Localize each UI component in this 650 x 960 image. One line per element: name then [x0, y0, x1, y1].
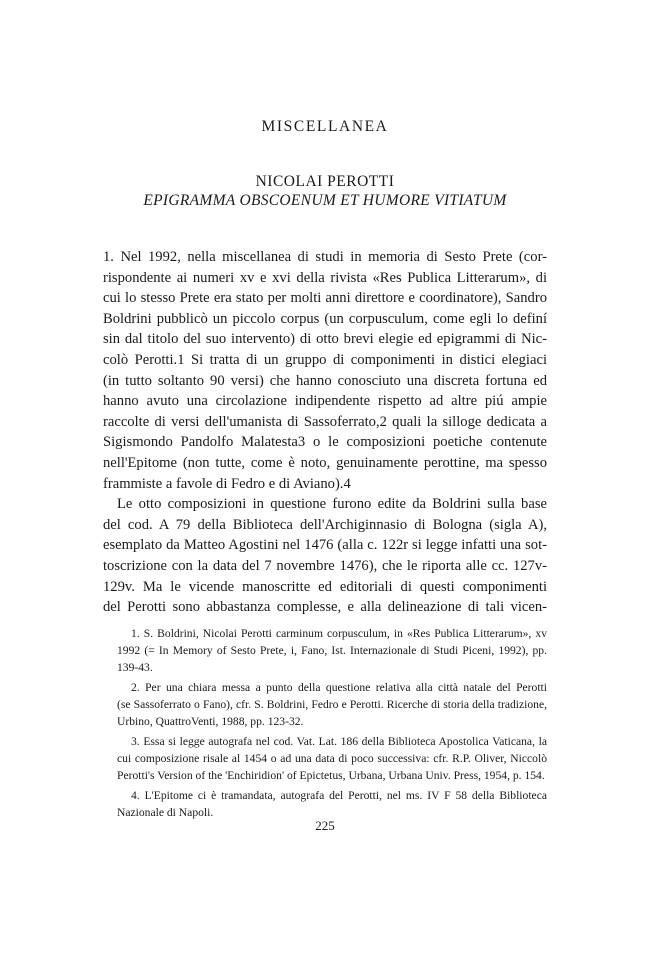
footnote-line: 3. Essa si legge autografa nel cod. Vat. Lat. 186 della Biblioteca Apostolica Vaticana, la — [131, 735, 547, 748]
footnote-line: 139-43. — [117, 661, 153, 674]
paragraph-2 — [103, 494, 547, 618]
footnote-line: Urbino, QuattroVenti, 1988, pp. 123-32. — [117, 715, 304, 728]
footnote-line: 4. L'Epitome ci è tramandata, autografa del Perotti, nel ms. IV F 58 della Biblioteca — [131, 789, 547, 802]
text-line: Le otto composizioni in questione furono edite da Boldrini sulla base — [117, 496, 547, 513]
text-line: 129v. Ma le vicende manoscritte ed editoriali di questi componimenti — [103, 578, 547, 595]
footnote-1 — [103, 625, 547, 676]
article-author: NICOLAI PEROTTI — [255, 173, 395, 190]
footnote-line: Perotti's Version of the 'Enchiridion' of Epictetus, Urbana, Urbana Univ. Press, 1954, p. 154. — [117, 769, 545, 782]
text-line: frammiste a favole di Fedro e di Aviano).4 — [103, 475, 351, 492]
footnote-line: 1992 (= In Memory of Sesto Prete, i, Fano, Ist. Internazionale di Studi Piceni, 1992), pp. — [117, 644, 547, 657]
text-line: cui lo stesso Prete era stato per molti anni direttore e coordinatore), Sandro — [103, 290, 547, 307]
footnote-line: cui composizione risale al 1454 o ad una data di poco successiva: cfr. R.P. Oliver, Niccolò — [117, 752, 547, 765]
text-line: Sigismondo Pandolfo Malatesta3 o le composizioni poetiche contenute — [103, 434, 547, 451]
text-line: raccolte di versi dell'umanista di Sassoferrato,2 quali la silloge dedicata a — [103, 413, 547, 430]
text-line: del cod. A 79 della Biblioteca dell'Archiginnasio di Bologna (sigla A), — [103, 516, 547, 533]
footnote-line: (se Sassoferrato o Fano), cfr. S. Boldrini, Fedro e Perotti. Ricerche di storia della tradizione, — [117, 698, 547, 711]
footnote-2 — [103, 679, 547, 730]
footnote-4 — [103, 787, 547, 821]
text-line: colò Perotti.1 Si tratta di un gruppo di componimenti in distici elegiaci — [103, 351, 547, 368]
footnotes — [103, 625, 547, 824]
footnote-line: 2. Per una chiara messa a punto della questione relativa alla città natale del Perotti — [131, 681, 547, 694]
main-text — [103, 247, 547, 618]
text-line: Boldrini pubblicò un piccolo corpus (un corpusculum, come egli lo definí — [103, 310, 547, 327]
page-number: 225 — [315, 818, 335, 833]
footnote-3 — [103, 733, 547, 784]
text-line: (in tutto soltanto 90 versi) che hanno conosciuto una discreta fortuna ed — [103, 372, 547, 389]
text-line: sin dal titolo del suo intervento) di otto brevi elegie ed epigrammi di Nic- — [103, 331, 547, 348]
text-line: esemplato da Matteo Agostini nel 1476 (alla c. 122r si legge infatti una sot- — [103, 537, 547, 554]
footnote-line: Nazionale di Napoli. — [117, 806, 214, 819]
article-title — [0, 172, 650, 210]
text-line: del Perotti sono abbastanza complesse, e alla delineazione di tali vicen- — [103, 599, 547, 616]
text-line: nell'Epitome (non tutte, come è noto, genuinamente perottine, ma spesso — [103, 454, 547, 471]
footnote-line: 1. S. Boldrini, Nicolai Perotti carminum corpusculum, in «Res Publica Litterarum», xv — [131, 627, 547, 640]
paragraph-1 — [103, 247, 547, 494]
text-line: rispondente ai numeri xv e xvi della rivista «Res Publica Litterarum», di — [103, 269, 547, 286]
text-line: toscrizione con la data del 7 novembre 1476), che le riporta alle cc. 127v- — [103, 557, 547, 574]
text-line: 1. Nel 1992, nella miscellanea di studi in memoria di Sesto Prete (cor- — [103, 249, 547, 265]
article-subtitle: EPIGRAMMA OBSCOENUM ET HUMORE VITIATUM — [143, 192, 507, 209]
section-heading: MISCELLANEA — [261, 118, 389, 135]
text-line: hanno avuto una circolazione indipendente rispetto ad altre piú ampie — [103, 393, 547, 410]
